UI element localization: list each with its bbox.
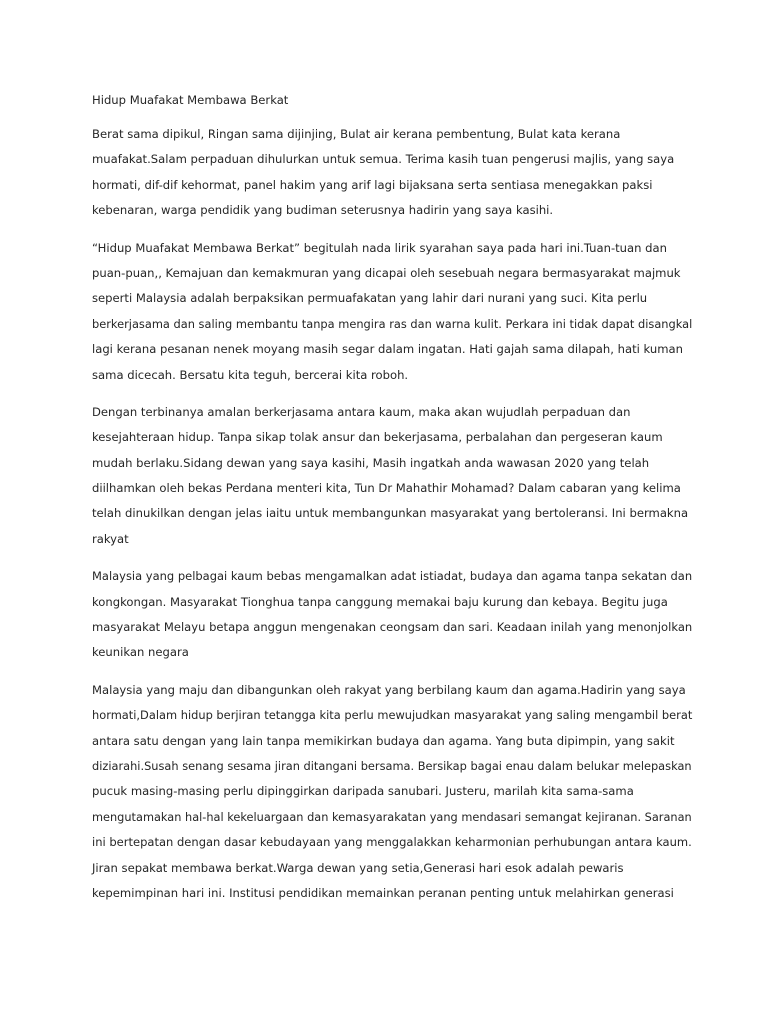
- text-line: hormati,Dalam hidup berjiran tetangga kita perlu mewujudkan masyarakat yang saling mengambil berat: [92, 708, 693, 723]
- document-body: [92, 88, 692, 918]
- text-line: masyarakat Melayu betapa anggun mengenakan ceongsam dan sari. Keadaan inilah yang menonjolkan: [92, 620, 693, 635]
- text-line: kebenaran, warga pendidik yang budiman seterusnya hadirin yang saya kasihi.: [92, 203, 554, 218]
- text-line: seperti Malaysia adalah berpaksikan permuafakatan yang lahir dari nurani yang suci. Kita perlu: [92, 291, 648, 306]
- paragraph-5: [92, 678, 692, 907]
- text-line: lagi kerana pesanan nenek moyang masih segar dalam ingatan. Hati gajah sama dilapah, hati kuman: [92, 342, 683, 357]
- text-line: puan-puan,, Kemajuan dan kemakmuran yang dicapai oleh sesebuah negara bermasyarakat majmuk: [92, 265, 681, 280]
- text-line: kepemimpinan hari ini. Institusi pendidikan memainkan peranan penting untuk melahirkan generasi: [92, 885, 674, 900]
- document-title: Hidup Muafakat Membawa Berkat: [92, 93, 289, 107]
- text-line: berkerjasama dan saling membantu tanpa mengira ras dan warna kulit. Perkara ini tidak dapat disangkal: [92, 316, 693, 331]
- paragraph-1: [92, 122, 692, 224]
- text-line: diilhamkan oleh bekas Perdana menteri kita, Tun Dr Mahathir Mohamad? Dalam cabaran yang kelima: [92, 481, 681, 496]
- text-line: mudah berlaku.Sidang dewan yang saya kasihi, Masih ingatkah anda wawasan 2020 yang telah: [92, 455, 650, 470]
- text-line: diziarahi.Susah senang sesama jiran ditangani bersama. Bersikap bagai enau dalam belukar melepaskan: [92, 758, 692, 773]
- text-line: hormati, dif-dif kehormat, panel hakim yang arif lagi bijaksana serta sentiasa menegakkan paksi: [92, 177, 653, 192]
- text-line: kesejahteraan hidup. Tanpa sikap tolak ansur dan bekerjasama, perbalahan dan pergeseran kaum: [92, 430, 663, 445]
- text-line: muafakat.Salam perpaduan dihulurkan untuk semua. Terima kasih tuan pengerusi majlis, yang saya: [92, 152, 675, 167]
- text-line: pucuk masing-masing perlu dipinggirkan daripada sanubari. Justeru, marilah kita sama-sama: [92, 784, 634, 799]
- text-line: Berat sama dipikul, Ringan sama dijinjing, Bulat air kerana pembentung, Bulat kata kerana: [92, 127, 621, 141]
- text-line: Jiran sepakat membawa berkat.Warga dewan yang setia,Generasi hari esok adalah pewaris: [92, 860, 624, 875]
- text-line: telah dinukilkan dengan jelas iaitu untuk membangunkan masyarakat yang bertoleransi. Ini bermakna: [92, 506, 689, 521]
- text-line: Malaysia yang maju dan dibangunkan oleh rakyat yang berbilang kaum dan agama.Hadirin yang saya: [92, 682, 686, 697]
- text-line: mengutamakan hal-hal kekeluargaan dan kemasyarakatan yang mendasari semangat kejiranan. Saranan: [92, 809, 692, 824]
- text-line: keunikan negara: [92, 645, 189, 660]
- paragraph-2: [92, 236, 692, 388]
- text-line: kongkongan. Masyarakat Tionghua tanpa canggung memakai baju kurung dan kebaya. Begitu juga: [92, 594, 668, 609]
- paragraph-4: [92, 564, 692, 666]
- text-line: antara satu dengan yang lain tanpa memikirkan budaya dan agama. Yang buta dipimpin, yang sakit: [92, 733, 675, 748]
- text-line: Malaysia yang pelbagai kaum bebas mengamalkan adat istiadat, budaya dan agama tanpa sekatan dan: [92, 569, 693, 584]
- text-line: “Hidup Muafakat Membawa Berkat” begitulah nada lirik syarahan saya pada hari ini.Tuan-tuan dan: [92, 240, 667, 255]
- text-line: sama dicecah. Bersatu kita teguh, bercerai kita roboh.: [92, 367, 409, 382]
- text-line: Dengan terbinanya amalan berkerjasama antara kaum, maka akan wujudlah perpaduan dan: [92, 404, 631, 419]
- text-line: ini bertepatan dengan dasar kebudayaan yang menggalakkan keharmonian perhubungan antara kaum.: [92, 835, 692, 850]
- paragraph-3: [92, 400, 692, 552]
- text-line: rakyat: [92, 531, 129, 546]
